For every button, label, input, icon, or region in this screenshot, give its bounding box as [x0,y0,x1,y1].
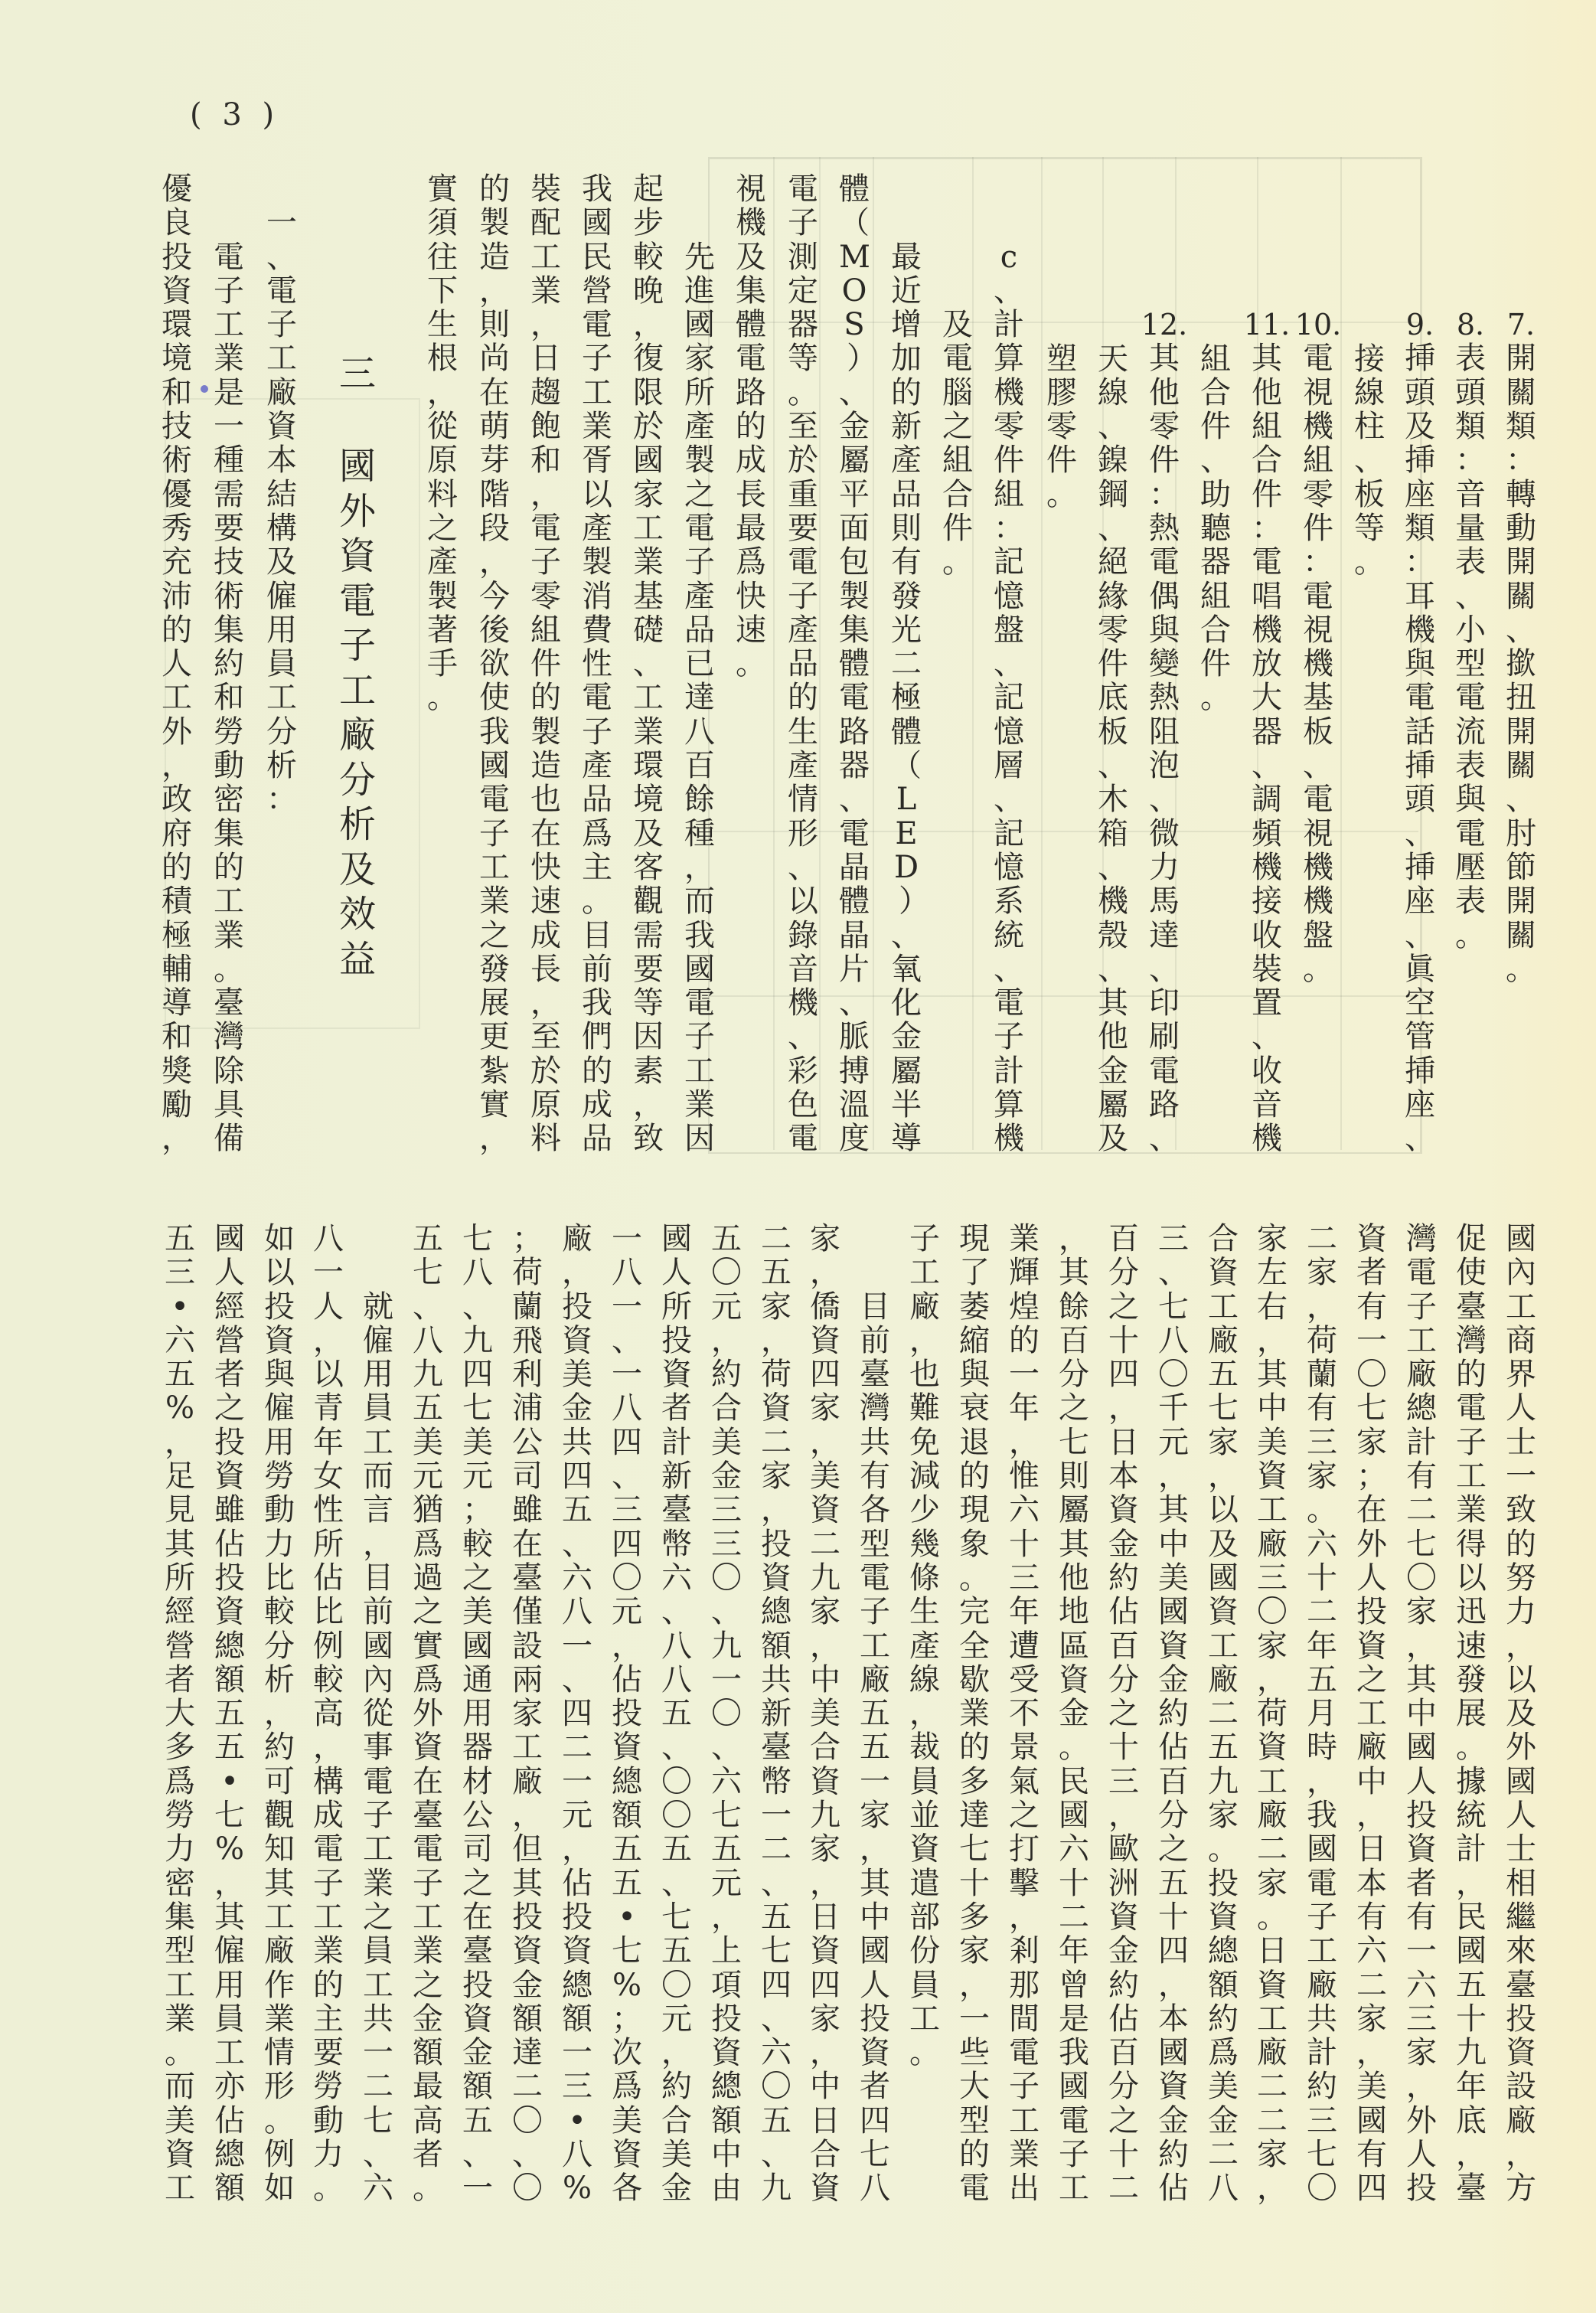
paragraph-line: 廠，投資美金共四五、六八一、四二一元，佔投資總額一三•八% [562,1221,592,2207]
paragraph-line: 三、七八〇千元，其中美國資金約佔百分之五十四，本國資金約佔 [1158,1221,1189,2207]
paragraph-line: 電子工業是一種需要技術集約和勞動密集的工業。臺灣除具備 [214,239,244,1157]
paragraph-line: ；荷蘭飛利浦公司雖在臺僅設兩家工廠，但其投資金額達二〇、〇 [512,1221,543,2207]
list-item-7 [1506,308,1536,986]
list-item-number: 12. [1141,308,1188,342]
list-item-text: 其他組合件：電唱機放大器、調頻機接收裝置、收音機 [1252,341,1282,1157]
paragraph-line: 起步較晚，復限於國家工業基礎、工業環境及客觀需要等因素，致 [633,172,664,1157]
list-item-text: 挿頭及挿座類：耳機與電話挿頭、挿座、眞空管挿座、 [1405,341,1435,1157]
paragraph-line: 合資工廠五七家，以及國資工廠二五九家。投資總額約爲美金二八 [1208,1221,1239,2207]
paragraph-line: 五三•六五%，足見其所經營者大多爲勞力密集型工業。而美資工 [165,1221,195,2207]
paragraph-line: 優良投資環境和技術優秀充沛的人工外，政府的積極輔導和獎勵， [162,172,192,1157]
ghost-table-line [1340,157,1342,1150]
paragraph-line: 電子測定器等。至於重要電子產品的生產情形、以錄音機、彩色電 [788,172,818,1157]
paragraph-line: 最近增加的新產品則有發光二極體（LED）、氧化金屬半導 [891,239,922,1157]
list-item-9 [1405,308,1435,1155]
paragraph-line: 二五家，荷資二家，投資總額共新臺幣一二、五七四、六〇五、九 [761,1221,791,2207]
section-title: 國外資電子工廠分析及效益 [339,445,377,981]
paragraph-line: 家左右，其中美資工廠三〇家，荷資工廠二家。日資工廠二二家， [1257,1221,1288,2207]
section-number: 三 [339,352,377,395]
paragraph-line: 促使臺灣的電子工業得以迅速發展。據統計，民國五十九年底，臺 [1456,1221,1487,2207]
paragraph-line: 五〇元，約合美金三三〇、九一〇、六七五元，上項投資總額中由 [711,1221,742,2207]
list-item-12-continuation: 天線、鎳鋼、絕緣零件底板、木箱、機殼、其他金屬及 [1098,341,1128,1157]
paragraph-line: ，其餘百分之七則屬其他地區資金。民國六十二年曾是我國電子工 [1059,1221,1089,2207]
category-text: 計算機零件組：記憶盤、記憶層、記憶系統、電子計算機 [994,307,1024,1157]
list-item-text: 其他零件：熱電偶與變熱阻泡、微力馬達、印刷電路、 [1149,341,1180,1157]
list-item-number: 8. [1456,308,1485,342]
paragraph-line: 資者有一〇七家；在外人投資之工廠中，日本有六二家，美國有四 [1356,1221,1387,2207]
paragraph-line: 一八一、一八四、三四〇元，佔投資總額五五•七%；次爲美資各 [612,1221,642,2207]
paragraph-line: 子工廠，也難免減少幾條生產線，裁員並資遣部份員工。 [909,1221,940,2071]
paragraph-line: 七八、九四七美元；較之美國通用器材公司之在臺投資金額五、一 [462,1221,493,2207]
list-item-number: 10. [1294,308,1342,342]
list-item-12 [1141,308,1188,1157]
paragraph-line: 家，僑資四家，美資二九家，中美合資九家，日資四家，中日合資 [810,1221,840,2207]
paragraph-line: 裝配工業，日趨飽和，電子零組件的製造也在快速成長，至於原料 [530,172,561,1157]
list-item-9-continuation: 接線柱、板等。 [1354,341,1385,580]
list-item-11-continuation: 組合件、助聽器組合件。 [1200,341,1231,716]
paragraph-line: 國人所投資者計新臺幣六、八八五、〇〇五、七五〇元，約合美金 [661,1221,692,2207]
list-item-number: 7. [1506,308,1536,342]
ghost-table-line [1041,157,1043,1150]
list-item-number: 9. [1405,308,1434,342]
paragraph-line: 體（MOS）、金屬平面包製集體電路器、電晶體晶片、脈搏溫度 [839,172,870,1157]
paragraph-line: 五七、八九五美元猶爲過之實爲外資在臺電子工業之金額最高者。 [413,1221,443,2207]
paragraph-line: 現了萎縮與衰退的現象。完全歇業的多達七十多家，一些大型的電 [959,1221,990,2207]
paragraph-line: 目前臺灣共有各型電子工廠五五一家，其中國人投資者四七八 [860,1289,890,2207]
paragraph-line: 實須往下生根，從原料之產製著手。 [427,172,458,716]
paragraph-line: 業輝煌的一年，惟六十三年遭受不景氣之打擊，剎那間電子工業出 [1009,1221,1040,2207]
category-c-line [994,240,1024,1156]
paragraph-line: 國內工商界人士一致的努力，以及外國人士相繼來臺投資設廠，方 [1506,1221,1536,2207]
list-item-12-continuation: 塑膠零件。 [1046,341,1077,512]
category-c-continuation: 及電腦之組合件。 [942,307,973,580]
list-item-number: 11. [1243,308,1291,342]
paragraph-line: 二家，荷蘭有三家。六十二年五月時，我國電子工廠共計約三七〇 [1307,1221,1337,2207]
paragraph-line: 國人經營者之投資雖佔投資總額五五•七%，其僱用員工亦佔總額 [214,1221,245,2207]
paragraph-line: 灣電子工廠總計有二七〇家，其中國人投資者有一六三家，外人投 [1406,1221,1437,2207]
ghost-table-line [873,157,874,1150]
paragraph-line: 百分之十四，日本資金約佔百分之十三，歐洲資金約佔百分之十二 [1108,1221,1139,2207]
list-item-text: 表頭類：音量表、小型電流表與電壓表。 [1455,341,1486,953]
ghost-table-line [773,157,775,1150]
paragraph-line: 我國民營電子工業胥以產製消費性電子產品爲主。目前我們的成品 [582,172,612,1157]
ghost-table-line [819,157,821,1150]
category-label: c、 [994,239,1024,309]
paragraph-line: 的製造，則尚在萌芽階段，今後欲使我國電子工業之發展更紮實， [479,172,510,1157]
ink-dot [201,385,208,393]
list-item-text: 開關類：轉動開關、撳扭開關、肘節開關。 [1506,341,1536,987]
list-item-text: 電視機組零件：電視機基板、電視機機盤。 [1303,341,1333,987]
page-number: ( 3 ) [190,97,275,132]
paragraph-line: 視機及集體電路的成長最爲快速。 [736,172,766,682]
list-item-8 [1455,308,1486,952]
paragraph-line: 就僱用員工而言，目前國內從事電子工業之員工共一二七、六 [363,1289,393,2207]
paragraph-line: 如以投資與僱用勞動力比較分析，約可觀知其工廠作業情形。例如 [264,1221,295,2207]
list-item-10 [1294,308,1342,987]
ghost-table-line [972,157,974,1150]
list-item-11 [1243,308,1291,1157]
paragraph-line: 先進國家所產製之電子產品已達八百餘種，而我國電子工業因 [684,239,715,1157]
subsection-heading: 一、電子工廠資本結構及僱用員工分析： [266,205,297,818]
paragraph-line: 八一人，以青年女性所佔比例較高，構成電子工業的主要勞動力。 [313,1221,344,2207]
